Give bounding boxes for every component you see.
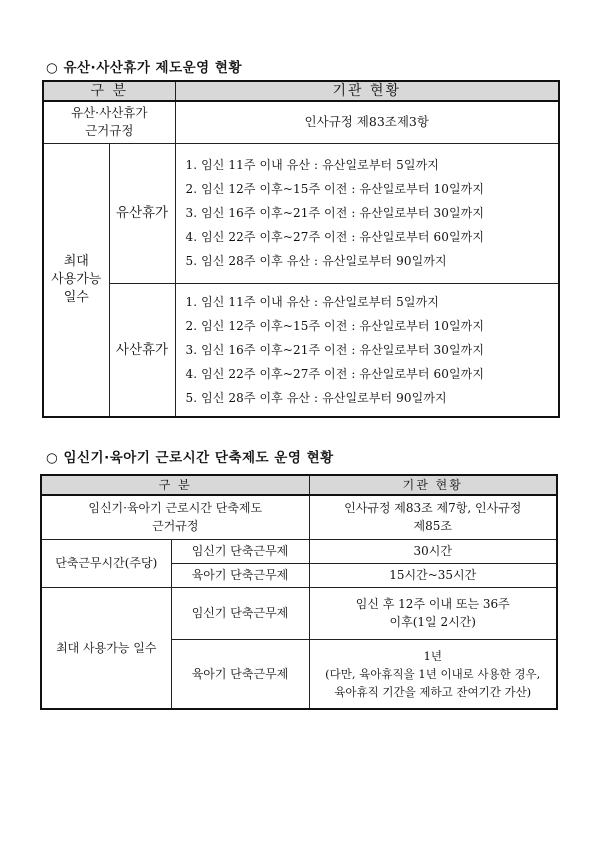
max-days-label: 최대 사용가능 일수 <box>41 587 171 709</box>
pregnancy-days-label: 임신기 단축근무제 <box>171 587 309 639</box>
reduced-hours-table <box>40 474 558 710</box>
list-item: 3. 임신 16주 이후~21주 이전 : 유산일로부터 30일까지 <box>185 342 485 357</box>
stillbirth-label: 사산휴가 <box>109 283 175 417</box>
list-item: 5. 임신 28주 이후 유산 : 유산일로부터 90일까지 <box>185 254 447 268</box>
header-status: 기관 현황 <box>309 475 557 495</box>
section2-title: ○ 임신기·육아기 근로시간 단축제도 운영 현황 <box>46 450 334 466</box>
list-item: 3. 임신 16주 이후~21주 이전 : 유산일로부터 30일까지 <box>185 206 485 220</box>
childcare-days-label: 육아기 단축근무제 <box>171 639 309 709</box>
list-item: 4. 임신 22주 이후~27주 이전 : 유산일로부터 60일까지 <box>185 230 485 244</box>
basis-label: 임신기·육아기 근로시간 단축제도 근거규정 <box>41 495 309 539</box>
section1-title: ○ 유산·사산휴가 제도운영 현황 <box>46 60 242 76</box>
miscarriage-leave-table <box>42 80 560 418</box>
list-item: 4. 임신 22주 이후~27주 이전 : 유산일로부터 60일까지 <box>185 366 485 381</box>
basis-label: 유산·사산휴가 근거규정 <box>43 101 175 143</box>
childcare-hours-label: 육아기 단축근무제 <box>171 563 309 587</box>
header-category: 구 분 <box>41 475 309 495</box>
list-item: 2. 임신 12주 이후~15주 이전 : 유산일로부터 10일까지 <box>185 318 485 333</box>
pregnancy-days-value: 임신 후 12주 이내 또는 36주 이후(1일 2시간) <box>309 587 557 639</box>
childcare-days-value: 1년 (다만, 육아휴직을 1년 이내로 사용한 경우, 육아휴직 기간을 제하고 잔여기간 가산) <box>309 639 557 709</box>
pregnancy-hours-label: 임신기 단축근무제 <box>171 539 309 563</box>
list-item: 5. 임신 28주 이후 유산 : 유산일로부터 90일까지 <box>185 390 447 405</box>
basis-value: 인사규정 제83조 제7항, 인사규정 제85조 <box>309 495 557 539</box>
list-item: 1. 임신 11주 이내 유산 : 유산일로부터 5일까지 <box>185 158 439 172</box>
list-item: 1. 임신 11주 이내 유산 : 유산일로부터 5일까지 <box>185 294 439 309</box>
basis-value: 인사규정 제83조제3항 <box>175 101 559 143</box>
pregnancy-hours-value: 30시간 <box>309 539 557 563</box>
list-item: 2. 임신 12주 이후~15주 이전 : 유산일로부터 10일까지 <box>185 182 485 196</box>
stillbirth-list <box>175 283 559 417</box>
childcare-hours-value: 15시간~35시간 <box>309 563 557 587</box>
header-status: 기관 현황 <box>175 81 559 101</box>
header-category: 구 분 <box>43 81 175 101</box>
miscarriage-label: 유산휴가 <box>109 143 175 283</box>
max-days-label: 최대 사용가능 일수 <box>43 143 109 417</box>
miscarriage-list <box>175 143 559 283</box>
hours-label: 단축근무시간(주당) <box>41 539 171 587</box>
